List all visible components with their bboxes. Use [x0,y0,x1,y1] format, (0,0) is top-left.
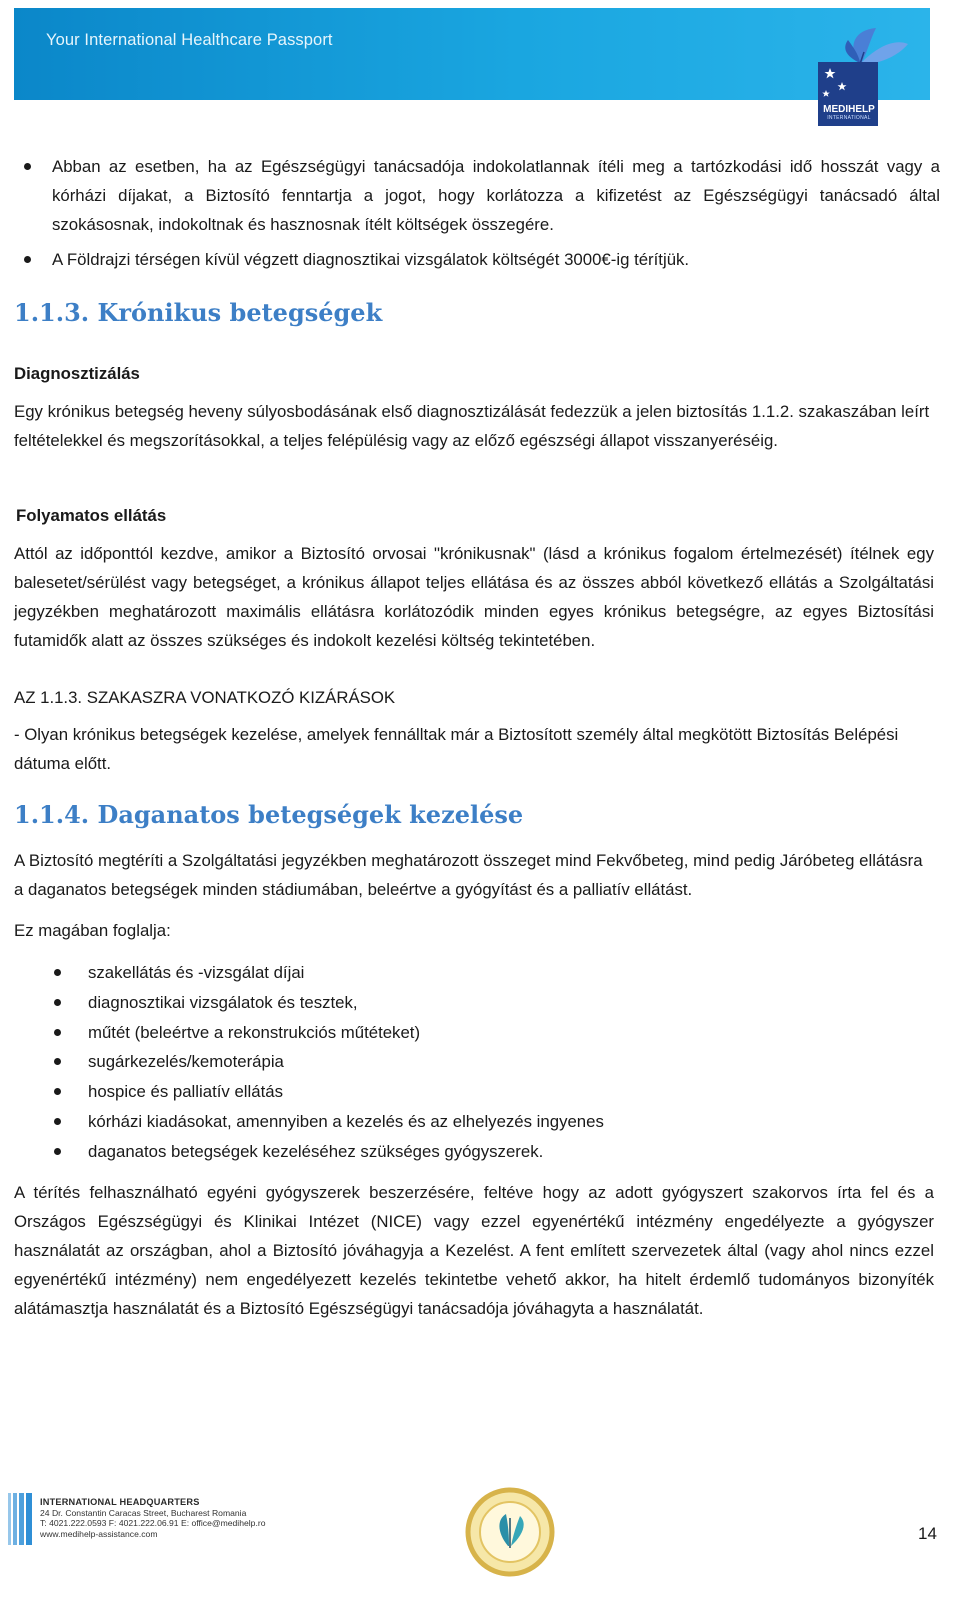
section-heading-114: 1.1.4. Daganatos betegségek kezelése [14,800,524,829]
hq-website: www.medihelp-assistance.com [40,1528,158,1539]
butterfly-icon [818,26,910,66]
header-tagline: Your International Healthcare Passport [46,31,333,49]
list-item: szakellátás és -vizsgálat díjai [52,958,932,988]
star-icons [818,62,878,102]
includes-label: Ez magában foglalja: [14,921,171,940]
exclusions-title: AZ 1.1.3. SZAKASZRA VONATKOZÓ KIZÁRÁSOK [14,688,396,707]
list-item: A Földrajzi térségen kívül végzett diagnosztikai vizsgálatok költségét 3000€-ig térítjük. [14,245,940,274]
list-item: kórházi kiadásokat, amennyiben a kezelés és az elhelyezés ingyenes [52,1107,932,1137]
hq-address: 24 Dr. Constantin Caracas Street, Bucharest Romania [40,1507,247,1518]
list-item: diagnosztikai vizsgálatok és tesztek, [52,988,932,1018]
bullet-icon [54,1029,61,1036]
cancer-intro-text: A Biztosító megtéríti a Szolgáltatási jegyzékben meghatározott összeget mind Fekvőbeteg, mind pedig Járóbeteg ellátásra a daganatos betegségek minden stádiumában, beleértve a gyógyítást és a palliatív ellátást. [14,851,923,899]
cancer-coverage-list [52,958,932,1167]
bullet-icon [54,1148,61,1155]
list-item: daganatos betegségek kezeléséhez szükséges gyógyszerek. [52,1137,932,1167]
footer-stripes [8,1493,32,1545]
bullet-icon [54,999,61,1006]
bullet-icon [54,1058,61,1065]
continuous-care-title: Folyamatos ellátás [16,506,167,525]
bullet-icon [24,256,31,263]
logo-subtitle: INTERNATIONAL [827,115,871,121]
list-item: hospice és palliatív ellátás [52,1077,932,1107]
bullet-icon [54,969,61,976]
closing-text: A térítés felhasználható egyéni gyógyszerek beszerzésére, feltéve hogy az adott gyógyszert szakorvos írta fel és a Országos Egészségügyi és Klinikai Intézet (NICE) vagy ezzel egyenértékű intézmény engedélyezte a gyógyszer használatát az országban, ahol a Biztosító jóváhagyja a Kezelést. A fent említett szervezetek által (vagy ahol nincs ezzel egyenértékű intézmény) nem engedélyezett kezelés tekintetbe vehető akkor, ha hitelt érdemlő tudományos bizonyíték alátámasztja használatát és a Biztosító Egészségügyi tanácsadója jóváhagyta a használatát. [14,1183,934,1318]
bullet-icon [24,163,31,170]
page-number: 14 [918,1524,937,1543]
continuous-care-text: Attól az időponttól kezdve, amikor a Biztosító orvosai "krónikusnak" (lásd a krónikus fogalom értelmezését) ítélnek egy balesetet/sérülést vagy betegséget, a krónikus állapot teljes ellátása és az összes abból következő ellátás a Szolgáltatási jegyzékben meghatározott maximális ellátásra korlátozódik minden egyes krónikus betegségre, az egyes Biztosítási futamidők alatt az összes szükséges és indokolt kezelési költség tekintetében. [14,544,934,650]
hq-contacts: T: 4021.222.0593 F: 4021.222.06.91 E: office@medihelp.ro [40,1518,266,1528]
exclusions-text: - Olyan krónikus betegségek kezelése, amelyek fennálltak már a Biztosított személy által megkötött Biztosítás Belépési dátuma előtt. [14,725,899,773]
hq-title: INTERNATIONAL HEADQUARTERS [40,1497,200,1507]
diagnosis-title: Diagnosztizálás [14,364,140,383]
diagnosis-text: Egy krónikus betegség heveny súlyosbodásának első diagnosztizálását fedezzük a jelen biztosítás 1.1.2. szakaszában leírt feltételekkel és megszorításokkal, a teljes felépülésig vagy az előző egészségi állapot visszanyeréséig. [14,402,930,450]
section-heading-113: 1.1.3. Krónikus betegségek [14,298,383,327]
list-item: műtét (beleértve a rekonstrukciós műtéteket) [52,1018,932,1048]
intro-bullet-list [14,152,940,274]
header-banner [14,8,930,100]
bullet-icon [54,1118,61,1125]
medihelp-logo [818,26,910,128]
list-item: sugárkezelés/kemoterápia [52,1047,932,1077]
bullet-icon [54,1088,61,1095]
list-item: Abban az esetben, ha az Egészségügyi tanácsadója indokolatlannak ítéli meg a tartózkodási idő hosszát vagy a kórházi díjakat, a Biztosító fenntartja a jogot, hogy korlátozza a kifizetést az Egészségügyi tanácsadó által szokásosnak, indokoltnak és hasznosnak ítélt költségek összegére. [14,152,940,239]
logo-wordmark: MEDIHELP [823,104,875,115]
quality-seal-icon [462,1484,558,1580]
footer-address [40,1497,320,1539]
